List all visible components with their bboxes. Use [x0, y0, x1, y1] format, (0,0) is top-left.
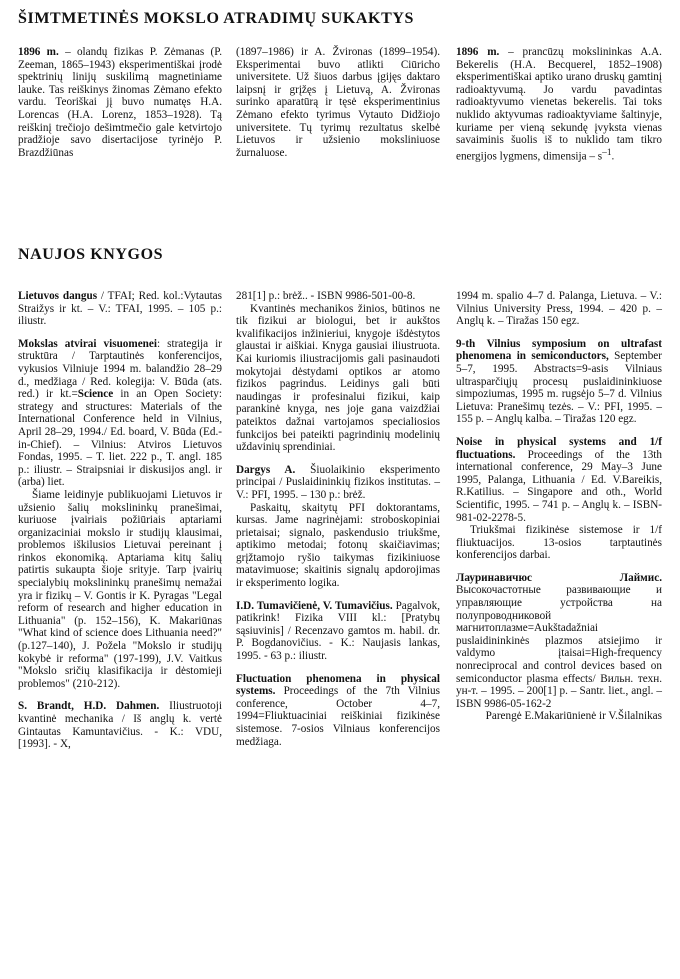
book-entry: [236, 464, 440, 590]
book-details-alt: in an Open Society: strategy and structures: Materials of the International Conference held in Vilnius, April 28–29, 1994./ Ed. board, V. Būda (Ed.-in-Chief). – Vilnius: Atviros Lietuvos Fondas, 1995. – T. liet. 222 p., T. angl. 185 p.: iliustr. – Straipsniai ir diskusijos angl. ir (arba) liet.: [18, 388, 222, 489]
book-title: 9-th Vilnius symposium on ultrafast phenomena in semiconductors,: [456, 337, 662, 363]
section-title-anniversaries: ŠIMTMETINĖS MOKSLO ATRADIMŲ SUKAKTYS: [18, 10, 415, 27]
book-entry-continued: [456, 290, 662, 328]
books-column-1: [18, 290, 222, 751]
book-annotation: Kvantinės mechanikos žinios, būtinos ne tik fizikui ar biologui, bet ir aukštos kvalifikacijos inžinieriui, knygoje išdėstytos glaustai ir aiškiai. Knyga gausiai iliustruota. Kai kuriomis iliustracijomis gali pasinaudoti mokytojai dėstydami optikos ar atomo fizikos pagrindus. Leidinys gali būti naudingas ir profesinalui fizikui, kaip parankinė knyga, nes joje gana vaizdžiai pateiktos dažnai vartojamos specialiosios funkcijos bei pateikti pagrindinių modelinių uždavinių sprendiniai.: [236, 302, 440, 454]
book-authors: I.D. Tumavičienė, V. Tumavičius.: [236, 599, 393, 612]
book-entry: [236, 673, 440, 749]
book-annotation: Triukšmai fizikinėse sistemose ir 1/f fliuktuacijos. 13-osios tarptautinės konferencijos darbai.: [456, 524, 662, 562]
book-entry: [18, 290, 222, 328]
book-title: Fluctuation phenomena in physical systems.: [236, 672, 440, 698]
book-entry: [456, 436, 662, 562]
book-title: Lietuvos dangus: [18, 290, 98, 302]
book-details: 1994 m. spalio 4–7 d. Palanga, Lietuva. – V.: Vilnius University Press, 1994. – 420 p. – Anglų k. – Tiražas 150 egz.: [456, 290, 662, 328]
book-details: Proceedings of the 13th international conference, 29 May–3 June 1995, Palanga, Lithuania / Ed. V.Bareikis, R.Katilius. – Singapore and oth., World Scientific, 1995. – 741 p. – Anglų k. – ISBN-981-02-2278-5.: [456, 448, 662, 524]
entry-year: 1896 m.: [18, 46, 59, 58]
entry-text: (1897–1986) ir A. Žvironas (1899–1954). Eksperimentai buvo atlikti Ciūricho universitete. Už šiuos darbus įgijęs daktaro laipsnį ir grįžęs į Lietuvą, A. Žvironas surinko aparatūrą ir tęsė eksperimentinius Zėmano efekto tyrimus Vytauto Didžiojo universitete. Tų tyrimų rezultatus skelbė Lietuvos ir užsienio moksliniuose žurnaluose.: [236, 46, 440, 159]
books-column-3: [456, 290, 662, 723]
book-details: Iliustruotoji kvantinė mechanika / Iš anglų k. vertė Gintautas Kamuntavičius. - K.: VDU, [1993]. - X,: [18, 700, 222, 751]
book-details: Pagalvok, patikrink! Fizika VIII kl.: [Pratybų sąsiuvinis] / Recenzavo gamtos m. habil. dr. P. Bogdanovičius. - K.: Naujasis lankas, 1995. - 63 p.: iliustr.: [236, 599, 440, 663]
anniversary-column-2: [236, 46, 440, 159]
unit-exponent: –1: [602, 147, 612, 158]
book-title: Mokslas atvirai visuomenei: [18, 337, 157, 350]
book-authors: Лауринавичюс Лаймис.: [456, 571, 662, 584]
book-details: / TFAI; Red. kol.:Vytautas Straižys ir kt. – V.: TFAI, 1995. – 105 p.: iliustr.: [18, 290, 223, 328]
book-entry: [18, 338, 222, 691]
book-title: Noise in physical systems and 1/f fluctuations.: [456, 435, 662, 461]
section-title-new-books: NAUJOS KNYGOS: [18, 246, 164, 263]
book-entry: [456, 338, 662, 426]
book-annotation: Šiame leidinyje publikuojami Lietuvos ir užsienio šalių mokslininkų pranešimai, kuriuose įvairiais požiūriais aptariami organizaciniai mokslo ir studijų klausimai, problemos iškilusios Lietuvai pereinant į rinkos ekonomiką. Aptariama kitų šalių patirtis sukaupta šioje srityje. Tarp įvairių specialybių mokslininkų pranešimų nemažai yra ir fizikų – V. Gontis ir K. Pyragas "Legal reform of research and higher education in Lithuania" (p. 152–156), K. Makariūnas "What kind of science does Lithuania need?" (p.127–140), J. Požela "Mokslo ir studijų kokybė ir reforma" (197-199), J.V. Vaitkus "Mokslo sričių klasifikacija ir dėstomieji problemos" (210-212).: [18, 488, 222, 690]
entry-text: – olandų fizikas P. Zėmanas (P. Zeeman, 1865–1943) eksperimentiškai įrodė spektrinių linijų suskilimą magnetiniame lauke. Tas reiškinys žinomas Zėmano efekto vardu. Teoriškai jį buvo numatęs H.A. Lorencas (H.A. Lorenz, 1853–1928). Tą reiškinį trečiojo dešimtmečio gale ketvirtojo pradžioje savo disertacijose tyrinėjo P. Brazdžiūnas: [18, 46, 222, 159]
entry-tail: .: [611, 150, 615, 163]
book-annotation: Paskaitų, skaitytų PFI doktorantams, kursas. Jame nagrinėjami: stroboskopiniai prietaisai; signalo, paskendusio triukšme, aptikimo metodai; fotonų skaičiavimas; grįžtamojo ryšio taikymas fizikiniuose matavimuose; skaitinis signalų apdorojimas ir eksperimento logika.: [236, 501, 440, 590]
anniversary-column-1: [18, 46, 222, 159]
anniversary-column-3: [456, 46, 662, 163]
book-details: Proceedings of the 7th Vilnius conference, October 4–7, 1994=Fliuktuaciniai reiškiniai fizikinėse sistemose. 7-osios Vilniaus konferencijos medžiaga.: [236, 685, 440, 748]
book-details: Высокочастотные развивающие и управляющие устройства на полупроводниковой магнитоплазме=Aukštadažniai puslaidininkinės plazmos atsiejimo ir valdymo įtaisai=High-frequency nonreciprocal and control devices based on semiconductor plasma effects/ Вильн. техн. ун-т. – 1995. – 200[1] p. – Santr. liet., angl. – ISBN 9986-05-162-2: [456, 584, 662, 710]
book-details: September 5–7, 1995. Abstracts=9-asis Vilniaus ultrasparčiųjų procesų puslaidininkiuose simpoziumas, 1995 m. rugsėjo 5–7 d. Vilnius Lietuva: Pranešimų tezės. – V.: PFI, 1995. – 155 p. – Anglų kalba. – Tiražas 120 egz.: [456, 350, 662, 426]
books-column-2: [236, 290, 440, 748]
book-details: : strategija ir struktūra / Tarptautinės konferencijos, vykusios Vilniuje 1994 m. balandžio 28–29 d., medžiaga / Red. kolegija: V. Būda (ats. red.) ir kt.=: [18, 337, 222, 401]
book-details: Šiuolaikinio eksperimento principai / Puslaidininkių fizikos institutas. – V.: PFI, 1995. – 130 p.: brėž.: [236, 463, 440, 501]
book-authors: Dargys A.: [236, 463, 296, 476]
book-details: 281[1] p.: brėž.. - ISBN 9986-501-00-8.: [236, 290, 416, 302]
entry-text: – prancūzų mokslininkas A.A. Bekerelis (H.A. Becquerel, 1852–1908) eksperimentiškai aptiko urano druskų gamtinį radioaktyvumą. Jo vardu pavadintas radioaktyvumo vienetas bekerelis. Tai toks nuklido aktyvumas radioaktyviame šaltinyje, kuriame per vieną sekundę įvyksta vienas savaiminis šuolis iš to nuklido tam tikro energijos lygmens, dimensija – s: [456, 46, 662, 163]
book-entry: [18, 700, 222, 750]
book-title-alt: Science: [77, 388, 114, 401]
entry-year: 1896 m.: [456, 46, 500, 58]
compiler-signature: Parengė E.Makariūnienė ir V.Šilalnikas: [485, 710, 662, 723]
book-authors: S. Brandt, H.D. Dahmen.: [18, 700, 160, 713]
book-entry-continued: [236, 290, 440, 454]
book-entry: [236, 600, 440, 663]
book-entry: [456, 572, 662, 711]
